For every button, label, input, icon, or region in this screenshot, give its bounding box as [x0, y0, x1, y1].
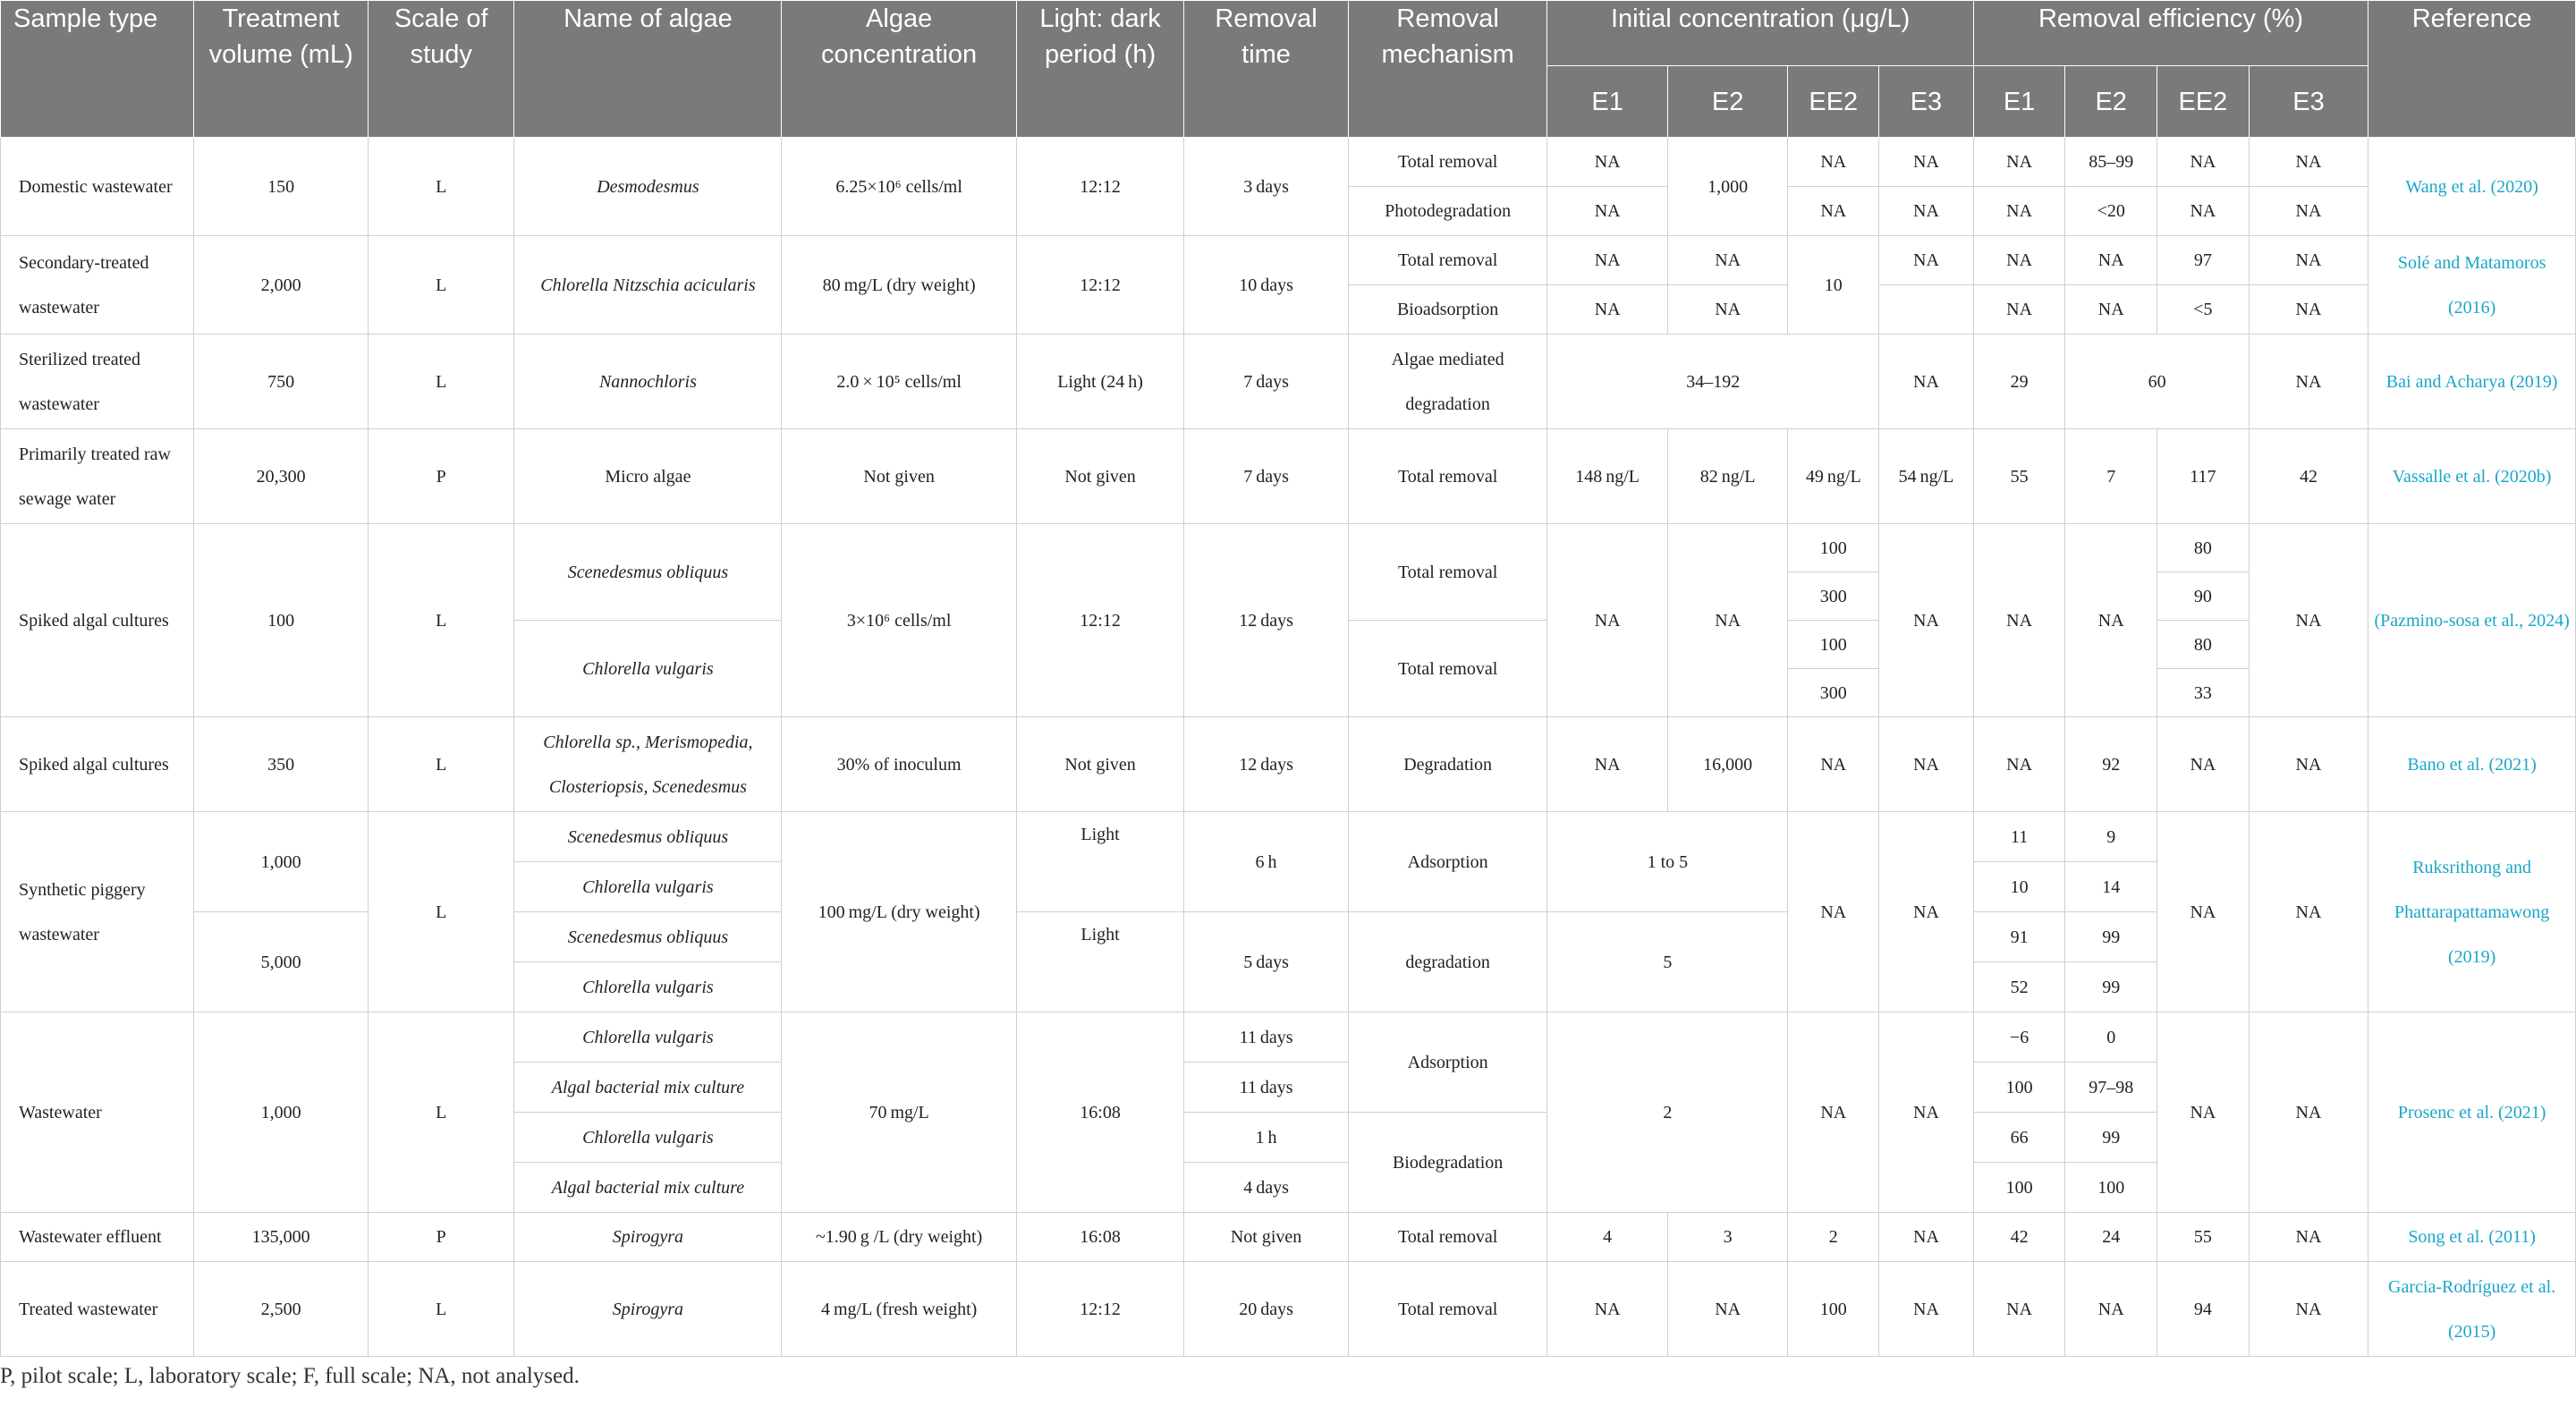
light-period-cell: 12:12: [1016, 1262, 1183, 1357]
removal-e3-cell: NA: [2249, 138, 2368, 187]
scale-cell: L: [369, 717, 514, 812]
removal-mechanism-cell: Biodegradation: [1348, 1113, 1547, 1213]
algae-name-cell: [514, 717, 782, 812]
algae-name-line: Closteriopsis, Scenedesmus: [548, 776, 747, 797]
initial-e2-cell: 82 ng/L: [1667, 429, 1788, 524]
removal-mechanism-cell: Total removal: [1348, 621, 1547, 717]
removal-time-cell: 5 days: [1184, 912, 1349, 1012]
header-algae-concentration: Algae concentration: [782, 1, 1016, 138]
algae-name-cell: Chlorella vulgaris: [514, 1113, 782, 1163]
scale-cell: P: [369, 429, 514, 524]
algae-concentration-cell: 30% of inoculum: [782, 717, 1016, 812]
reference-link[interactable]: Bano et al. (2021): [2368, 717, 2576, 812]
removal-mechanism-cell: Total removal: [1348, 1262, 1547, 1357]
algae-name-cell: Chlorella vulgaris: [514, 621, 782, 717]
sample-type-cell: Treated wastewater: [1, 1262, 194, 1357]
removal-e3-cell: NA: [2249, 187, 2368, 236]
algae-concentration-cell: 4 mg/L (fresh weight): [782, 1262, 1016, 1357]
header-initial-e1: E1: [1547, 66, 1667, 138]
removal-e3-cell: NA: [2249, 524, 2368, 717]
header-initial-ee2: EE2: [1788, 66, 1879, 138]
table-row: [1, 236, 2576, 285]
sample-type-cell: Wastewater effluent: [1, 1213, 194, 1262]
reference-link[interactable]: Prosenc et al. (2021): [2368, 1012, 2576, 1213]
reference-link[interactable]: Wang et al. (2020): [2368, 138, 2576, 236]
table-row: [1, 1012, 2576, 1063]
algae-concentration-cell: 6.25×10⁶ cells/ml: [782, 138, 1016, 236]
header-row-1: [1, 1, 2576, 66]
removal-e3-cell: NA: [2249, 285, 2368, 335]
initial-ee2-cell: NA: [1788, 1012, 1879, 1213]
scale-cell: L: [369, 236, 514, 335]
table-row: [1, 524, 2576, 572]
initial-e1-cell: 4: [1547, 1213, 1667, 1262]
volume-cell: 150: [194, 138, 369, 236]
reference-link[interactable]: Vassalle et al. (2020b): [2368, 429, 2576, 524]
removal-time-cell: 6 h: [1184, 812, 1349, 912]
initial-e2-cell: NA: [1667, 236, 1788, 285]
removal-e1-cell: −6: [1973, 1012, 2065, 1063]
removal-ee2-cell: NA: [2157, 187, 2250, 236]
algae-name-cell: Scenedesmus obliquus: [514, 812, 782, 862]
removal-e3-cell: NA: [2249, 1012, 2368, 1213]
initial-e3-cell: 54 ng/L: [1879, 429, 1974, 524]
removal-ee2-cell: 80: [2157, 621, 2250, 669]
header-removal-ee2: EE2: [2157, 66, 2250, 138]
initial-e1-cell: NA: [1547, 524, 1667, 717]
removal-time-cell: 20 days: [1184, 1262, 1349, 1357]
initial-e2-cell: 16,000: [1667, 717, 1788, 812]
header-initial-concentration: Initial concentration (μg/L): [1547, 1, 1973, 66]
algae-concentration-cell: ~1.90 g /L (dry weight): [782, 1213, 1016, 1262]
initial-e3-cell: NA: [1879, 236, 1974, 285]
removal-time-cell: 12 days: [1184, 717, 1349, 812]
initial-e3-cell: NA: [1879, 717, 1974, 812]
algae-name-cell: Chlorella vulgaris: [514, 862, 782, 912]
removal-ee2-cell: 117: [2157, 429, 2250, 524]
reference-link[interactable]: Ruksrithong and Phattarapattamawong (2019): [2368, 812, 2576, 1012]
removal-e2-cell: 14: [2065, 862, 2157, 912]
removal-e2-cell: NA: [2065, 285, 2157, 335]
removal-e2-cell: 85–99: [2065, 138, 2157, 187]
removal-e2-cell: 99: [2065, 1113, 2157, 1163]
initial-ee2-cell: 300: [1788, 572, 1879, 621]
algae-concentration-cell: 70 mg/L: [782, 1012, 1016, 1213]
volume-cell: 135,000: [194, 1213, 369, 1262]
removal-e2-cell: 92: [2065, 717, 2157, 812]
initial-e3-cell: NA: [1879, 812, 1974, 1012]
removal-e2-cell: NA: [2065, 1262, 2157, 1357]
removal-ee2-cell: 94: [2157, 1262, 2250, 1357]
removal-mechanism-cell: degradation: [1348, 912, 1547, 1012]
algae-name-cell: Spirogyra: [514, 1213, 782, 1262]
initial-e1-cell: 148 ng/L: [1547, 429, 1667, 524]
removal-e1-cell: 10: [1973, 862, 2065, 912]
removal-mechanism-cell: Adsorption: [1348, 1012, 1547, 1113]
removal-e3-cell: NA: [2249, 236, 2368, 285]
removal-e2-cell: NA: [2065, 524, 2157, 717]
initial-e3-cell: NA: [1879, 335, 1974, 429]
reference-paren-close: ): [2563, 610, 2570, 631]
sample-type-cell: Domestic wastewater: [1, 138, 194, 236]
header-sample-type: Sample type: [1, 1, 194, 138]
removal-e1-cell: 42: [1973, 1213, 2065, 1262]
light-period-cell: Not given: [1016, 429, 1183, 524]
algae-name-cell: Chlorella vulgaris: [514, 962, 782, 1012]
initial-e3-cell: NA: [1879, 1262, 1974, 1357]
header-removal-efficiency: Removal efficiency (%): [1973, 1, 2368, 66]
initial-e2-cell: NA: [1667, 285, 1788, 335]
removal-e2-cell: 9: [2065, 812, 2157, 862]
algae-concentration-cell: 3×10⁶ cells/ml: [782, 524, 1016, 717]
header-initial-e3: E3: [1879, 66, 1974, 138]
header-treatment-volume: Treatment volume (mL): [194, 1, 369, 138]
removal-e2-cell: 0: [2065, 1012, 2157, 1063]
removal-e1-cell: NA: [1973, 524, 2065, 717]
initial-e1-cell: NA: [1547, 285, 1667, 335]
volume-cell: 2,500: [194, 1262, 369, 1357]
removal-mechanism-cell: Algae mediated degradation: [1348, 335, 1547, 429]
algae-concentration-cell: 80 mg/L (dry weight): [782, 236, 1016, 335]
algae-name-cell: Algal bacterial mix culture: [514, 1163, 782, 1213]
initial-ee2-cell: 100: [1788, 621, 1879, 669]
light-period-cell: Light: [1016, 912, 1183, 1012]
removal-e1-cell: 29: [1973, 335, 2065, 429]
removal-e2-cell: 97–98: [2065, 1063, 2157, 1113]
sample-type-cell: Synthetic piggery wastewater: [1, 812, 194, 1012]
initial-e1-cell: NA: [1547, 1262, 1667, 1357]
removal-mechanism-cell: Total removal: [1348, 1213, 1547, 1262]
algae-name-cell: Chlorella Nitzschia acicularis: [514, 236, 782, 335]
header-removal-time: Removal time: [1184, 1, 1349, 138]
removal-e1-cell: NA: [1973, 236, 2065, 285]
removal-mechanism-cell: Degradation: [1348, 717, 1547, 812]
scale-cell: L: [369, 335, 514, 429]
initial-e1-e2-cell: 5: [1547, 912, 1788, 1012]
table-row: [1, 812, 2576, 862]
light-period-cell: 16:08: [1016, 1012, 1183, 1213]
removal-e2-cell: <20: [2065, 187, 2157, 236]
light-period-cell: 16:08: [1016, 1213, 1183, 1262]
scale-cell: L: [369, 1262, 514, 1357]
removal-e1-cell: 66: [1973, 1113, 2065, 1163]
removal-time-cell: 1 h: [1184, 1113, 1349, 1163]
initial-e3-cell: NA: [1879, 1213, 1974, 1262]
light-period-cell: 12:12: [1016, 236, 1183, 335]
initial-ee2-cell: NA: [1788, 812, 1879, 1012]
volume-cell: 20,300: [194, 429, 369, 524]
header-removal-e3: E3: [2249, 66, 2368, 138]
removal-ee2-cell: 97: [2157, 236, 2250, 285]
reference-link[interactable]: Bai and Acharya (2019): [2368, 335, 2576, 429]
removal-mechanism-cell: Adsorption: [1348, 812, 1547, 912]
initial-ee2-cell: 300: [1788, 669, 1879, 717]
scale-cell: L: [369, 1012, 514, 1213]
removal-mechanism-cell: Total removal: [1348, 236, 1547, 285]
algae-name-cell: Nannochloris: [514, 335, 782, 429]
table-row: [1, 717, 2576, 812]
table-row: [1, 1262, 2576, 1357]
scale-cell: L: [369, 812, 514, 1012]
volume-cell: 750: [194, 335, 369, 429]
removal-ee2-cell: 80: [2157, 524, 2250, 572]
algae-name-cell: Desmodesmus: [514, 138, 782, 236]
algae-name-cell: Chlorella vulgaris: [514, 1012, 782, 1063]
volume-cell: 1,000: [194, 1012, 369, 1213]
header-name-of-algae: Name of algae: [514, 1, 782, 138]
removal-time-cell: 3 days: [1184, 138, 1349, 236]
removal-ee2-cell: <5: [2157, 285, 2250, 335]
initial-e1-cell: NA: [1547, 138, 1667, 187]
removal-e2-cell: 24: [2065, 1213, 2157, 1262]
initial-ee2-cell: NA: [1788, 717, 1879, 812]
removal-e2-cell: 100: [2065, 1163, 2157, 1213]
initial-e3-cell: NA: [1879, 524, 1974, 717]
removal-e1-cell: 55: [1973, 429, 2065, 524]
removal-mechanism-cell: Photodegradation: [1348, 187, 1547, 236]
removal-e1-cell: NA: [1973, 187, 2065, 236]
table-row: [1, 1213, 2576, 1262]
algae-concentration-cell: 100 mg/L (dry weight): [782, 812, 1016, 1012]
removal-e3-cell: NA: [2249, 812, 2368, 1012]
initial-e1-e2-ee2-cell: 34–192: [1547, 335, 1879, 429]
removal-e3-cell: 42: [2249, 429, 2368, 524]
removal-time-cell: 7 days: [1184, 335, 1349, 429]
removal-mechanism-cell: Total removal: [1348, 524, 1547, 621]
light-period-cell: Light (24 h): [1016, 335, 1183, 429]
initial-e3-cell: NA: [1879, 1012, 1974, 1213]
algae-name-cell: Scenedesmus obliquus: [514, 912, 782, 962]
initial-e1-e2-cell: 2: [1547, 1012, 1788, 1213]
algae-name-cell: Micro algae: [514, 429, 782, 524]
removal-time-cell: 4 days: [1184, 1163, 1349, 1213]
removal-ee2-cell: 33: [2157, 669, 2250, 717]
reference-paren-open: (: [2374, 610, 2381, 631]
removal-e1-cell: NA: [1973, 138, 2065, 187]
initial-e2-cell: NA: [1667, 524, 1788, 717]
light-period-cell: 12:12: [1016, 524, 1183, 717]
removal-e2-cell: NA: [2065, 236, 2157, 285]
removal-ee2-cell: 90: [2157, 572, 2250, 621]
header-scale-of-study: Scale of study: [369, 1, 514, 138]
scale-cell: L: [369, 524, 514, 717]
initial-e3-cell: NA: [1879, 138, 1974, 187]
volume-cell: 1,000: [194, 812, 369, 912]
removal-time-cell: 11 days: [1184, 1012, 1349, 1063]
initial-ee2-cell: 10: [1788, 236, 1879, 335]
removal-e1-cell: 52: [1973, 962, 2065, 1012]
volume-cell: 2,000: [194, 236, 369, 335]
removal-e1-cell: 100: [1973, 1163, 2065, 1213]
table-row: [1, 335, 2576, 429]
removal-mechanism-cell: Total removal: [1348, 138, 1547, 187]
initial-e1-e2-cell: 1 to 5: [1547, 812, 1788, 912]
header-removal-e2: E2: [2065, 66, 2157, 138]
algae-concentration-cell: 2.0 × 10⁵ cells/ml: [782, 335, 1016, 429]
removal-time-cell: 10 days: [1184, 236, 1349, 335]
removal-e2-ee2-cell: 60: [2065, 335, 2249, 429]
header-reference: Reference: [2368, 1, 2576, 138]
initial-e3-cell: [1879, 285, 1974, 335]
removal-e2-cell: 99: [2065, 962, 2157, 1012]
light-period-cell: Light: [1016, 812, 1183, 912]
removal-e1-cell: NA: [1973, 285, 2065, 335]
reference-link[interactable]: Solé and Matamoros (2016): [2368, 236, 2576, 335]
algae-name-cell: Spirogyra: [514, 1262, 782, 1357]
removal-time-cell: 12 days: [1184, 524, 1349, 717]
initial-e1-cell: NA: [1547, 717, 1667, 812]
sample-type-cell: Secondary-treated wastewater: [1, 236, 194, 335]
light-period-cell: 12:12: [1016, 138, 1183, 236]
header-light-dark-period: Light: dark period (h): [1016, 1, 1183, 138]
removal-e3-cell: NA: [2249, 1262, 2368, 1357]
removal-ee2-cell: NA: [2157, 717, 2250, 812]
sample-type-cell: Wastewater: [1, 1012, 194, 1213]
removal-e3-cell: NA: [2249, 335, 2368, 429]
scale-cell: L: [369, 138, 514, 236]
sample-type-cell: Primarily treated raw sewage water: [1, 429, 194, 524]
volume-cell: 5,000: [194, 912, 369, 1012]
removal-e2-cell: 99: [2065, 912, 2157, 962]
header-initial-e2: E2: [1667, 66, 1788, 138]
reference-link[interactable]: Song et al. (2011): [2368, 1213, 2576, 1262]
reference-link[interactable]: Pazmino-sosa et al., 2024: [2380, 610, 2564, 631]
removal-e2-cell: 7: [2065, 429, 2157, 524]
light-period-cell: Not given: [1016, 717, 1183, 812]
algae-concentration-cell: Not given: [782, 429, 1016, 524]
removal-e1-cell: NA: [1973, 1262, 2065, 1357]
removal-e3-cell: NA: [2249, 1213, 2368, 1262]
scale-cell: P: [369, 1213, 514, 1262]
algae-name-line: Chlorella sp., Merismopedia,: [543, 732, 753, 752]
initial-ee2-cell: 100: [1788, 1262, 1879, 1357]
removal-mechanism-cell: Total removal: [1348, 429, 1547, 524]
volume-cell: 100: [194, 524, 369, 717]
table-footnote: P, pilot scale; L, laboratory scale; F, full scale; NA, not analysed.: [0, 1364, 580, 1388]
removal-e3-cell: NA: [2249, 717, 2368, 812]
header-removal-e1: E1: [1973, 66, 2065, 138]
initial-e1-cell: NA: [1547, 236, 1667, 285]
initial-e2-cell: 1,000: [1667, 138, 1788, 236]
removal-e1-cell: 91: [1973, 912, 2065, 962]
removal-e1-cell: 11: [1973, 812, 2065, 862]
removal-e1-cell: NA: [1973, 717, 2065, 812]
removal-ee2-cell: NA: [2157, 1012, 2250, 1213]
header-removal-mechanism: Removal mechanism: [1348, 1, 1547, 138]
sample-type-cell: Spiked algal cultures: [1, 717, 194, 812]
removal-ee2-cell: NA: [2157, 138, 2250, 187]
initial-ee2-cell: 49 ng/L: [1788, 429, 1879, 524]
reference-link[interactable]: Garcia-Rodríguez et al. (2015): [2368, 1262, 2576, 1357]
initial-ee2-cell: NA: [1788, 138, 1879, 187]
algae-name-cell: Scenedesmus obliquus: [514, 524, 782, 621]
removal-time-cell: 11 days: [1184, 1063, 1349, 1113]
removal-mechanism-cell: Bioadsorption: [1348, 285, 1547, 335]
removal-e1-cell: 100: [1973, 1063, 2065, 1113]
initial-e1-cell: NA: [1547, 187, 1667, 236]
volume-cell: 350: [194, 717, 369, 812]
removal-ee2-cell: NA: [2157, 812, 2250, 1012]
removal-time-cell: 7 days: [1184, 429, 1349, 524]
algae-name-cell: Algal bacterial mix culture: [514, 1063, 782, 1113]
table-row: [1, 429, 2576, 524]
initial-ee2-cell: 100: [1788, 524, 1879, 572]
reference-cell: [2368, 524, 2576, 717]
initial-ee2-cell: NA: [1788, 187, 1879, 236]
removal-time-cell: Not given: [1184, 1213, 1349, 1262]
sample-type-cell: Spiked algal cultures: [1, 524, 194, 717]
sample-type-cell: Sterilized treated wastewater: [1, 335, 194, 429]
removal-ee2-cell: 55: [2157, 1213, 2250, 1262]
initial-e3-cell: NA: [1879, 187, 1974, 236]
initial-e2-cell: 3: [1667, 1213, 1788, 1262]
table-row: [1, 138, 2576, 187]
initial-ee2-cell: 2: [1788, 1213, 1879, 1262]
initial-e2-cell: NA: [1667, 1262, 1788, 1357]
